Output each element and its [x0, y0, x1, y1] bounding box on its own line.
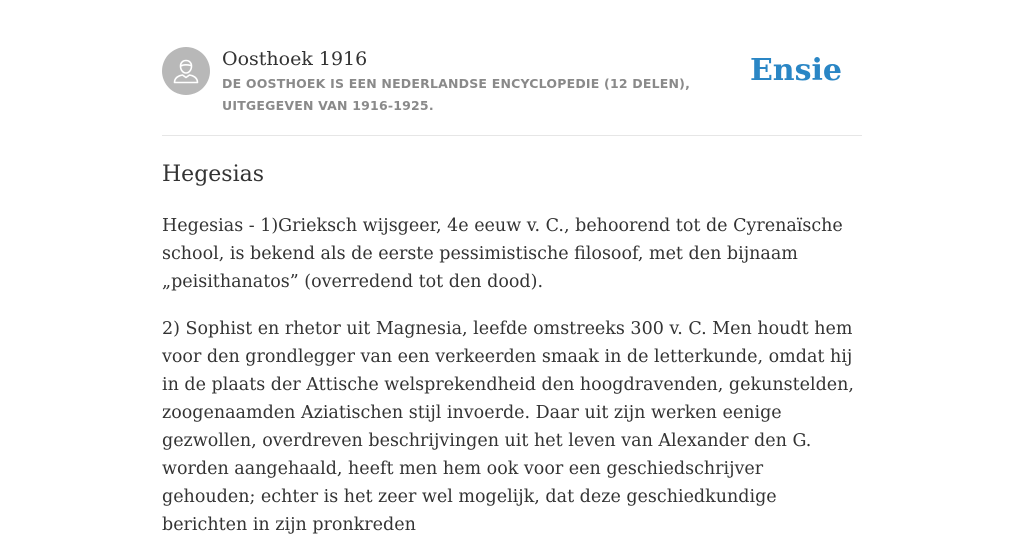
paragraph: Hegesias - 1)Grieksch wijsgeer, 4e eeuw v. C., behoorend tot de Cyrenaïsche school, is bekend als de eerste pessimistische filosoof, met den bijnaam „peisithanatos” (overredend tot den dood).: [162, 216, 843, 292]
paragraph: 2) Sophist en rhetor uit Magnesia, leefde omstreeks 300 v. C. Men houdt hem voor den grondlegger van een verkeerden smaak in de letterkunde, omdat hij in de plaats der Attische welsprekendheid den hoogdravenden, gekunstelden, zoogenaamden Aziatischen stijl invoerde. Daar uit zijn werken eenige gezwollen, overdreven beschrijvingen uit het leven van Alexander den G. worden aangehaald, heeft men hem ook voor een geschiedschrijver gehouden; echter is het zeer wel mogelijk, dat deze geschiedkundige berichten in zijn pronkreden: [162, 319, 854, 535]
source-header: [162, 47, 862, 135]
article-body: [162, 212, 862, 558]
source-name[interactable]: Oosthoek 1916: [222, 48, 368, 70]
avatar[interactable]: [162, 47, 210, 95]
divider: [162, 135, 862, 136]
user-icon: [162, 47, 210, 95]
brand-logo[interactable]: Ensie: [749, 53, 842, 88]
article-title: Hegesias: [162, 162, 265, 187]
source-description: DE OOSTHOEK IS EEN NEDERLANDSE ENCYCLOPEDIE (12 DELEN), UITGEGEVEN VAN 1916-1925.: [222, 76, 691, 113]
